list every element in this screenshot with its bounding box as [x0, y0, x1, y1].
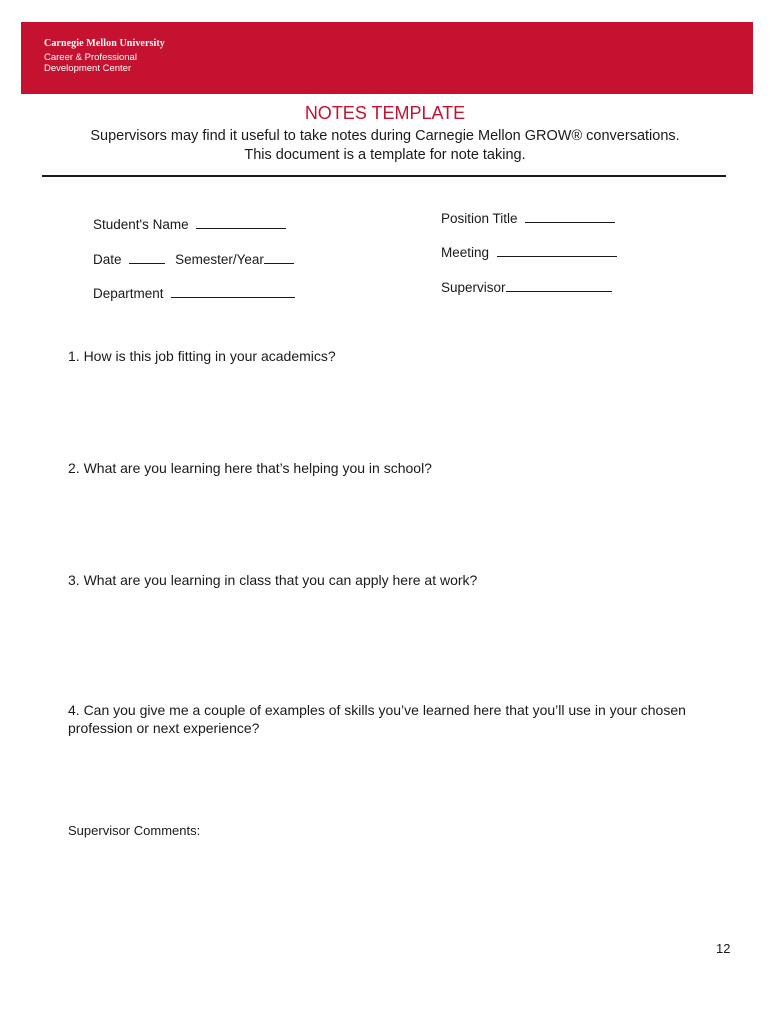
semester-year-label: Semester/Year — [175, 252, 264, 267]
question-4: 4. Can you give me a couple of examples of skills you’ve learned here that you’ll use in your chosen profession or next experience? — [68, 702, 686, 736]
question-1: 1. How is this job fitting in your academics? — [68, 348, 336, 364]
date-field — [93, 251, 294, 267]
department-field — [93, 285, 295, 301]
department-blank[interactable] — [171, 285, 295, 298]
divider-rule — [42, 175, 726, 177]
logo-department-line2: Development Center — [44, 63, 132, 74]
question-3: 3. What are you learning in class that you can apply here at work? — [68, 572, 478, 588]
question-2: 2. What are you learning here that’s helping you in school? — [68, 460, 432, 476]
position-title-blank[interactable] — [525, 210, 615, 223]
page-number: 12 — [716, 941, 731, 956]
supervisor-blank[interactable] — [506, 279, 612, 292]
meeting-label: Meeting — [441, 245, 490, 260]
subtitle-line-2: This document is a template for note taking. — [244, 147, 526, 163]
date-label: Date — [93, 252, 122, 267]
meeting-field — [441, 244, 617, 260]
semester-year-blank[interactable] — [264, 251, 294, 264]
page-subtitle — [0, 127, 770, 165]
supervisor-label: Supervisor — [441, 280, 506, 295]
position-title-label: Position Title — [441, 211, 518, 226]
students-name-label: Student's Name — [93, 217, 189, 232]
students-name-field — [93, 216, 286, 232]
department-label: Department — [93, 286, 164, 301]
position-title-field — [441, 210, 615, 226]
date-blank[interactable] — [129, 251, 165, 264]
logo-university-name: Carnegie Mellon University — [44, 38, 165, 49]
header-banner — [21, 22, 753, 94]
subtitle-line-1: Supervisors may find it useful to take notes during Carnegie Mellon GROW® conversations. — [90, 128, 680, 144]
supervisor-comments-label: Supervisor Comments: — [68, 823, 201, 838]
logo-department-line1: Career & Professional — [44, 52, 137, 63]
supervisor-field — [441, 279, 612, 295]
page-title: NOTES TEMPLATE — [304, 103, 466, 123]
students-name-blank[interactable] — [196, 216, 286, 229]
meeting-blank[interactable] — [497, 244, 617, 257]
